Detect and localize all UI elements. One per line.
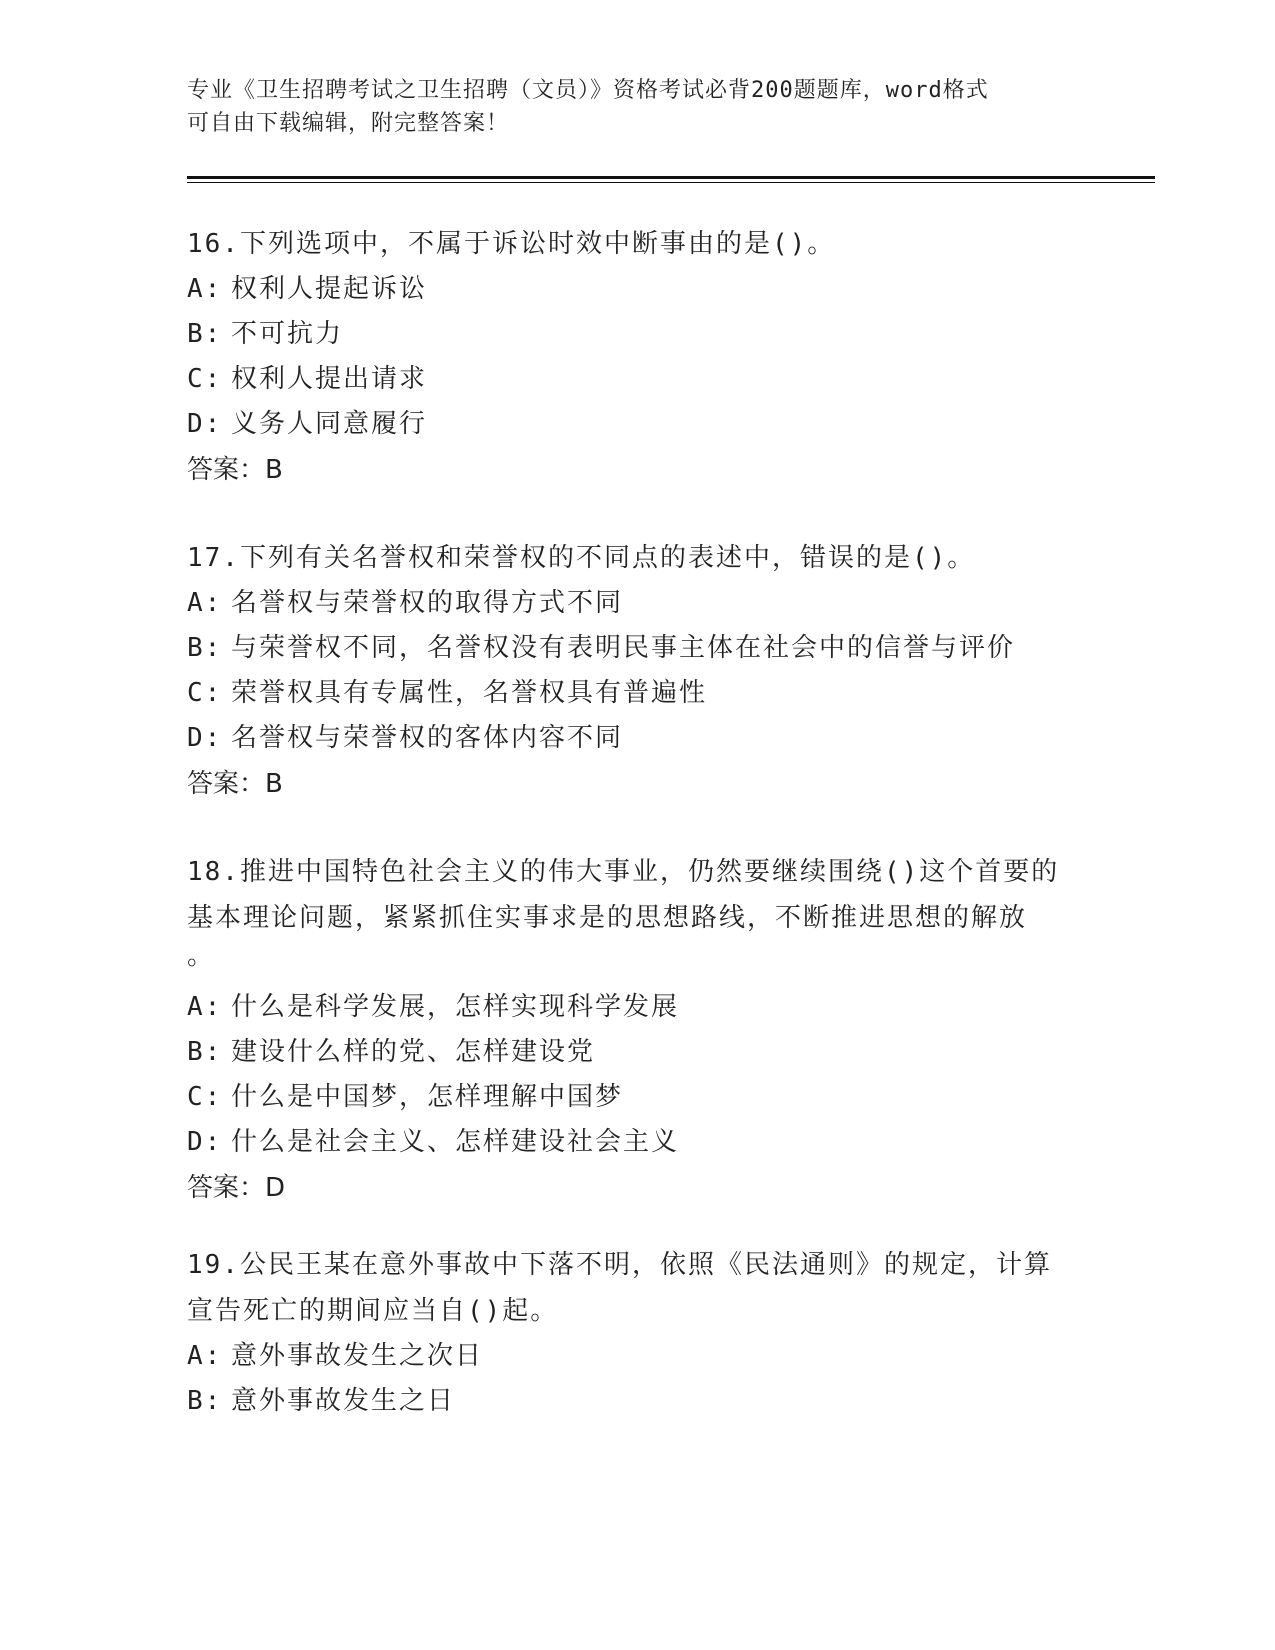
question-17 <box>187 535 1087 807</box>
document-header <box>187 74 1067 140</box>
option-a <box>187 985 1087 1030</box>
option-a <box>187 267 1087 312</box>
option-b <box>187 626 1087 671</box>
question-stem-line-1: 19.公民王某在意外事故中下落不明，依照《民法通则》的规定，计算 <box>187 1250 1052 1280</box>
option-a <box>187 1334 1087 1379</box>
question-18 <box>187 849 1087 1211</box>
option-b <box>187 1379 1087 1424</box>
option-letter: C: <box>187 1082 223 1112</box>
option-letter: A: <box>187 274 223 304</box>
option-letter: A: <box>187 992 223 1022</box>
option-letter: C: <box>187 678 223 708</box>
option-letter: B: <box>187 1386 223 1416</box>
option-c <box>187 357 1087 402</box>
option-text: 什么是中国梦，怎样理解中国梦 <box>231 1082 624 1112</box>
option-text: 荣誉权具有专属性，名誉权具有普遍性 <box>231 678 708 708</box>
header-divider-thin <box>187 182 1155 183</box>
option-a <box>187 581 1087 626</box>
option-letter: D: <box>187 1127 223 1157</box>
option-letter: C: <box>187 364 223 394</box>
option-text: 与荣誉权不同，名誉权没有表明民事主体在社会中的信誉与评价 <box>231 633 1016 663</box>
answer: 答案：B <box>187 769 283 799</box>
option-text: 权利人提出请求 <box>231 364 428 394</box>
option-letter: B: <box>187 1037 223 1067</box>
option-text: 意外事故发生之次日 <box>231 1341 484 1371</box>
option-letter: A: <box>187 1341 223 1371</box>
option-d <box>187 402 1087 447</box>
option-d <box>187 1120 1087 1165</box>
option-text: 权利人提起诉讼 <box>231 274 428 304</box>
question-stem: 16.下列选项中，不属于诉讼时效中断事由的是()。 <box>187 229 836 259</box>
option-text: 建设什么样的党、怎样建设党 <box>231 1037 596 1067</box>
option-d <box>187 716 1087 761</box>
answer: 答案：D <box>187 1173 286 1203</box>
option-c <box>187 1075 1087 1120</box>
question-19 <box>187 1242 1087 1424</box>
question-stem-line-2: 基本理论问题，紧紧抓住实事求是的思想路线，不断推进思想的解放 <box>187 903 1028 933</box>
option-text: 意外事故发生之日 <box>231 1386 456 1416</box>
option-letter: D: <box>187 409 223 439</box>
question-stem-line-2: 宣告死亡的期间应当自()起。 <box>187 1296 559 1326</box>
header-line-2: 可自由下载编辑，附完整答案！ <box>187 111 510 136</box>
option-text: 名誉权与荣誉权的客体内容不同 <box>231 723 624 753</box>
question-stem-line-3: 。 <box>187 941 216 971</box>
option-text: 不可抗力 <box>231 319 344 349</box>
option-letter: D: <box>187 723 223 753</box>
question-stem-line-1: 18.推进中国特色社会主义的伟大事业，仍然要继续围绕()这个首要的 <box>187 857 1060 887</box>
option-letter: B: <box>187 633 223 663</box>
question-16 <box>187 221 1087 493</box>
header-line-1: 专业《卫生招聘考试之卫生招聘（文员）》资格考试必背200题题库，word格式 <box>187 78 989 103</box>
answer: 答案：B <box>187 455 283 485</box>
option-b <box>187 312 1087 357</box>
option-text: 义务人同意履行 <box>231 409 428 439</box>
option-c <box>187 671 1087 716</box>
option-b <box>187 1030 1087 1075</box>
option-letter: B: <box>187 319 223 349</box>
header-divider-thick <box>187 176 1155 179</box>
question-stem: 17.下列有关名誉权和荣誉权的不同点的表述中，错误的是()。 <box>187 543 976 573</box>
option-text: 什么是社会主义、怎样建设社会主义 <box>231 1127 680 1157</box>
option-letter: A: <box>187 588 223 618</box>
option-text: 什么是科学发展，怎样实现科学发展 <box>231 992 680 1022</box>
option-text: 名誉权与荣誉权的取得方式不同 <box>231 588 624 618</box>
